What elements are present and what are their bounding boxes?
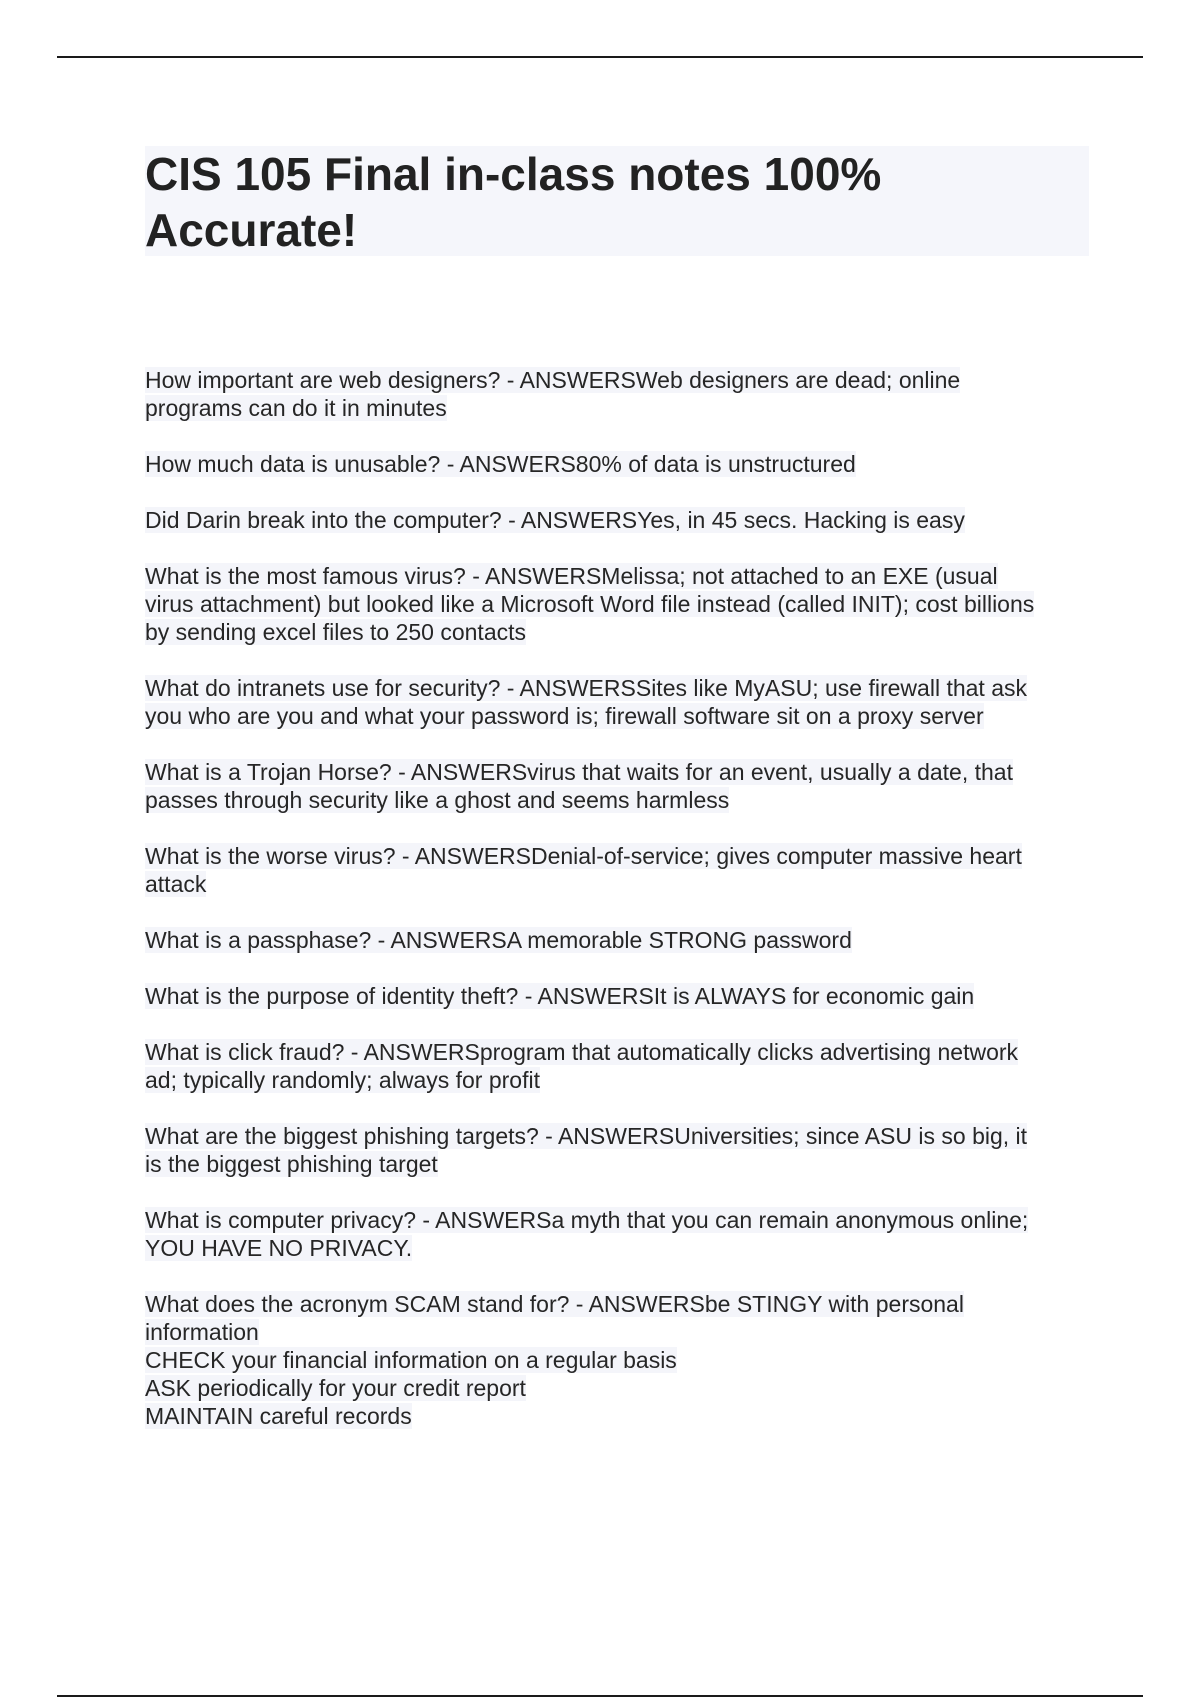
title-block bbox=[145, 146, 1089, 256]
qa-text: What is the most famous virus? - ANSWERSMelissa; not attached to an EXE (usual virus attachment) but looked like a Microsoft Word file instead (called INIT); cost billions by sending excel files to 250 contacts bbox=[145, 563, 1035, 645]
qa-text: What is a Trojan Horse? - ANSWERSvirus that waits for an event, usually a date, that passes through security like a ghost and seems harmless bbox=[145, 759, 1013, 813]
top-rule bbox=[57, 56, 1143, 58]
qa-text: How much data is unusable? - ANSWERS80% of data is unstructured bbox=[145, 451, 856, 477]
qa-text: What does the acronym SCAM stand for? - ANSWERSbe STINGY with personal information CHECK your financial information on a regular basis ASK periodically for your credit report MAINTAIN careful records bbox=[145, 1291, 964, 1429]
qa-item bbox=[145, 926, 1095, 954]
qa-text: What is computer privacy? - ANSWERSa myth that you can remain anonymous online; YOU HAVE NO PRIVACY. bbox=[145, 1207, 1029, 1261]
qa-item bbox=[145, 1038, 1095, 1094]
qa-text: What is a passphase? - ANSWERSA memorable STRONG password bbox=[145, 927, 852, 953]
bottom-rule bbox=[57, 1695, 1143, 1697]
qa-text: What are the biggest phishing targets? - ANSWERSUniversities; since ASU is so big, it is the biggest phishing target bbox=[145, 1123, 1028, 1177]
qa-item bbox=[145, 562, 1095, 646]
qa-text: What is the purpose of identity theft? - ANSWERSIt is ALWAYS for economic gain bbox=[145, 983, 975, 1009]
document-title: CIS 105 Final in-class notes 100% Accurate! bbox=[145, 148, 882, 256]
qa-text: What do intranets use for security? - ANSWERSSites like MyASU; use firewall that ask you who are you and what your password is; firewall software sit on a proxy server bbox=[145, 675, 1027, 729]
qa-item bbox=[145, 758, 1095, 814]
qa-item bbox=[145, 674, 1095, 730]
qa-item bbox=[145, 842, 1095, 898]
qa-text: Did Darin break into the computer? - ANSWERSYes, in 45 secs. Hacking is easy bbox=[145, 507, 965, 533]
qa-text: What is the worse virus? - ANSWERSDenial-of-service; gives computer massive heart attack bbox=[145, 843, 1022, 897]
qa-item bbox=[145, 1206, 1095, 1262]
qa-item bbox=[145, 506, 1095, 534]
qa-item bbox=[145, 1290, 1095, 1430]
qa-list bbox=[145, 366, 1095, 1458]
qa-text: How important are web designers? - ANSWERSWeb designers are dead; online programs can do it in minutes bbox=[145, 367, 961, 421]
qa-item bbox=[145, 366, 1095, 422]
qa-item bbox=[145, 1122, 1095, 1178]
qa-item bbox=[145, 450, 1095, 478]
qa-item bbox=[145, 982, 1095, 1010]
qa-text: What is click fraud? - ANSWERSprogram that automatically clicks advertising network ad; typically randomly; always for profit bbox=[145, 1039, 1019, 1093]
